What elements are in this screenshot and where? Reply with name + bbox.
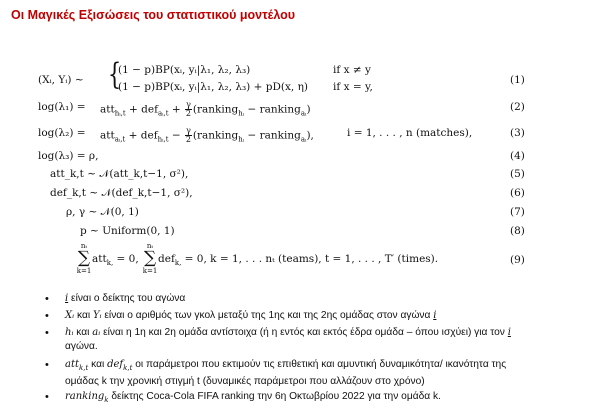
eq6-text: def_k,t ∼ 𝒩(def_k,t−1, σ²),: [50, 187, 193, 199]
eq1-number: (1): [510, 74, 525, 86]
page-title: Οι Μαγικές Εξισώσεις του στατιστικού μοντέλου: [11, 8, 296, 22]
equation-2: [0, 99, 600, 119]
bullet-icon: •: [45, 391, 49, 403]
eq1-case2-condition: if x = y,: [333, 81, 373, 93]
eq3-rhs: att$_{aᵢ,t}$ + def$_{hᵢ,t}$ − $\frac{\gamma}{2}$ (ranking$_{hᵢ}$ − ranking$_{aᵢ}$),: [100, 126, 314, 144]
eq9-number: (9): [510, 254, 525, 266]
eq2-lhs: log(λ₁) =: [38, 101, 86, 113]
eq1-lhs: (Xᵢ, Yᵢ) ∼: [38, 74, 84, 86]
eq8-number: (8): [510, 225, 525, 237]
eq1-case2: (1 − p)BP(xᵢ, yᵢ|λ₁, λ₂, λ₃) + pD(x, η): [118, 81, 308, 93]
equation-7: [0, 206, 600, 226]
bullet-icon: •: [45, 310, 49, 322]
eq3-number: (3): [510, 127, 525, 139]
equation-5: [0, 168, 600, 188]
eq7-number: (7): [510, 206, 525, 218]
eq1-case1-condition: if x ≠ y: [333, 64, 371, 76]
eq4-text: log(λ₃) = ρ,: [38, 150, 99, 162]
equation-1: [0, 57, 600, 102]
bullet-icon: •: [45, 359, 49, 371]
equation-3: [0, 125, 600, 145]
eq3-condition: i = 1, . . . , n (matches),: [347, 127, 473, 139]
eq6-number: (6): [510, 187, 525, 199]
eq1-case1: (1 − p)BP(xᵢ, yᵢ|λ₁, λ₂, λ₃): [118, 64, 251, 76]
eq5-text: att_k,t ∼ 𝒩(att_k,t−1, σ²),: [50, 168, 189, 180]
eq7-text: ρ, γ ∼ 𝒩(0, 1): [66, 206, 139, 218]
eq2-rhs: att$_{hᵢ,t}$ + def$_{aᵢ,t}$ + $\frac{\gamma}{2}$ (ranking$_{hᵢ}$ − ranking$_{aᵢ}$): [100, 100, 311, 118]
equation-9: [0, 242, 600, 282]
eq9-expr: nₜ ∑ k=1 att$_{k,}$ = 0, nₜ ∑ k=1 def$_{k,}$ = 0, k = 1, . . . nₜ (teams), t = 1, . . . , T′ (times).: [76, 242, 439, 275]
bullet-icon: •: [45, 327, 49, 339]
eq8-text: p ∼ Uniform(0, 1): [80, 225, 175, 237]
eq5-number: (5): [510, 168, 525, 180]
eq1-brace: {: [107, 57, 122, 92]
eq2-number: (2): [510, 101, 525, 113]
eq4-number: (4): [510, 150, 525, 162]
eq9-sum-1: nₜ ∑ k=1: [76, 242, 92, 275]
eq9-sum-2: nₜ ∑ k=1: [142, 242, 158, 275]
equation-6: [0, 187, 600, 207]
equation-4: [0, 150, 600, 170]
bullet-icon: •: [45, 293, 49, 305]
eq3-lhs: log(λ₂) =: [38, 127, 86, 139]
